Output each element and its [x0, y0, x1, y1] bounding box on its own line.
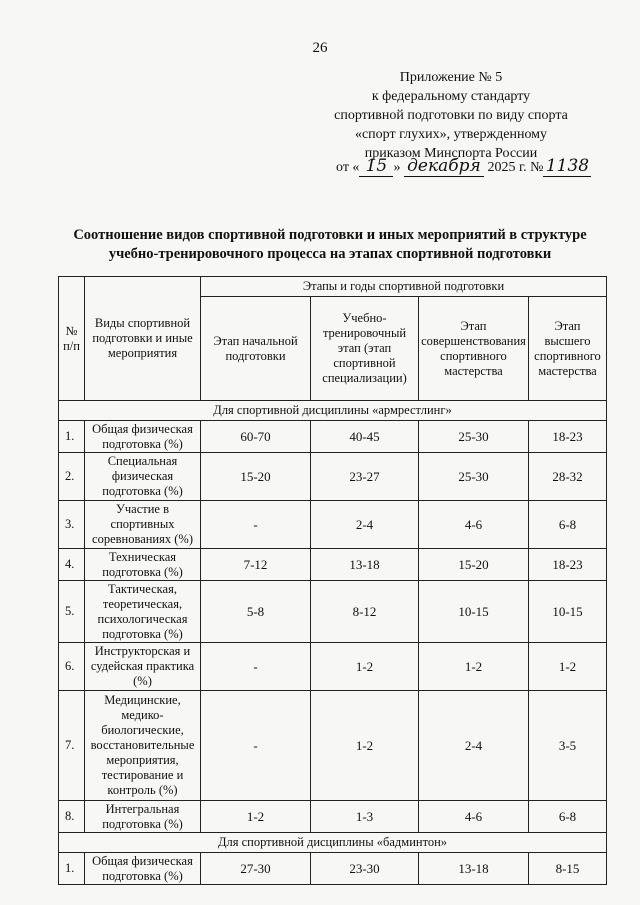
value-cell: 13-18 [419, 853, 529, 885]
row-number: 5. [59, 581, 85, 643]
value-cell: 1-2 [529, 643, 607, 691]
value-cell: 60-70 [201, 421, 311, 453]
row-number: 1. [59, 421, 85, 453]
page-number: 26 [312, 40, 328, 56]
row-kind: Специальная физическая подготовка (%) [85, 453, 201, 501]
row-kind: Интегральная подготовка (%) [85, 801, 201, 833]
value-cell: 7-12 [201, 549, 311, 581]
table-row [59, 549, 607, 581]
value-cell: 28-32 [529, 453, 607, 501]
row-number: 1. [59, 853, 85, 885]
header-num: № п/п [59, 277, 85, 401]
header-stage-improvement: Этап совершенствования спортивного мастерства [419, 297, 529, 401]
value-cell: 2-4 [311, 501, 419, 549]
row-kind: Общая физическая подготовка (%) [85, 421, 201, 453]
value-cell: 10-15 [529, 581, 607, 643]
header-stage-training: Учебно-тренировочный этап (этап спортивной специализации) [311, 297, 419, 401]
value-cell: 10-15 [419, 581, 529, 643]
training-ratio-table [58, 276, 607, 885]
value-cell: 6-8 [529, 501, 607, 549]
header-stage-initial: Этап начальной подготовки [201, 297, 311, 401]
row-number: 7. [59, 691, 85, 801]
value-cell: 23-27 [311, 453, 419, 501]
appendix-line: приказом Минспорта России [364, 146, 538, 161]
value-cell: 1-2 [419, 643, 529, 691]
value-cell: 25-30 [419, 453, 529, 501]
header-stage-higher: Этап высшего спортивного мастерства [529, 297, 607, 401]
row-kind: Общая физическая подготовка (%) [85, 853, 201, 885]
value-cell: 1-2 [201, 801, 311, 833]
value-cell: 8-12 [311, 581, 419, 643]
table-row [59, 453, 607, 501]
row-number: 4. [59, 549, 85, 581]
value-cell: - [201, 643, 311, 691]
value-cell: 5-8 [201, 581, 311, 643]
order-number-handwritten: 1138 [543, 156, 591, 177]
value-cell: - [201, 501, 311, 549]
header-stages-group: Этапы и годы спортивной подготовки [201, 277, 607, 297]
header-kinds: Виды спортивной подготовки и иные мероприятия [85, 277, 201, 401]
value-cell: 40-45 [311, 421, 419, 453]
row-kind: Техническая подготовка (%) [85, 549, 201, 581]
appendix-line: к федеральному стандарту [371, 89, 531, 104]
row-number: 6. [59, 643, 85, 691]
value-cell: 23-30 [311, 853, 419, 885]
value-cell: 3-5 [529, 691, 607, 801]
value-cell: 25-30 [419, 421, 529, 453]
order-prefix: от « [336, 160, 360, 175]
row-number: 3. [59, 501, 85, 549]
value-cell: 27-30 [201, 853, 311, 885]
order-date-line [336, 156, 636, 177]
value-cell: 18-23 [529, 421, 607, 453]
value-cell: 8-15 [529, 853, 607, 885]
value-cell: 2-4 [419, 691, 529, 801]
order-day-handwritten: 15 [359, 156, 393, 177]
appendix-line: «спорт глухих», утвержденному [354, 127, 548, 142]
table-row [59, 643, 607, 691]
row-kind: Медицинские, медико-биологические, восстановительные мероприятия, тестирование и контроль (%) [85, 691, 201, 801]
row-kind: Инструкторская и судейская практика (%) [85, 643, 201, 691]
table-row [59, 853, 607, 885]
row-number: 8. [59, 801, 85, 833]
table-row [59, 801, 607, 833]
value-cell: - [201, 691, 311, 801]
table-row [59, 421, 607, 453]
order-day-close: » [393, 160, 401, 175]
order-year: 2025 г. № [487, 160, 544, 175]
value-cell: 1-3 [311, 801, 419, 833]
value-cell: 15-20 [201, 453, 311, 501]
value-cell: 15-20 [419, 549, 529, 581]
value-cell: 1-2 [311, 691, 419, 801]
title-line: Соотношение видов спортивной подготовки и иных мероприятий в структуре [73, 227, 587, 243]
row-number: 2. [59, 453, 85, 501]
row-kind: Участие в спортивных соревнованиях (%) [85, 501, 201, 549]
value-cell: 18-23 [529, 549, 607, 581]
appendix-line: Приложение № 5 [399, 70, 503, 85]
document-title [50, 226, 610, 264]
section-title: Для спортивной дисциплины «бадминтон» [59, 833, 607, 853]
title-line: учебно-тренировочного процесса на этапах спортивной подготовки [108, 246, 552, 262]
table-row [59, 691, 607, 801]
value-cell: 6-8 [529, 801, 607, 833]
value-cell: 4-6 [419, 501, 529, 549]
appendix-block [320, 68, 582, 163]
table-row [59, 581, 607, 643]
order-month-handwritten: декабря [404, 156, 484, 177]
section-title: Для спортивной дисциплины «армрестлинг» [59, 401, 607, 421]
table-row [59, 501, 607, 549]
value-cell: 4-6 [419, 801, 529, 833]
row-kind: Тактическая, теоретическая, психологическая подготовка (%) [85, 581, 201, 643]
appendix-line: спортивной подготовки по виду спорта [334, 108, 568, 123]
value-cell: 13-18 [311, 549, 419, 581]
value-cell: 1-2 [311, 643, 419, 691]
